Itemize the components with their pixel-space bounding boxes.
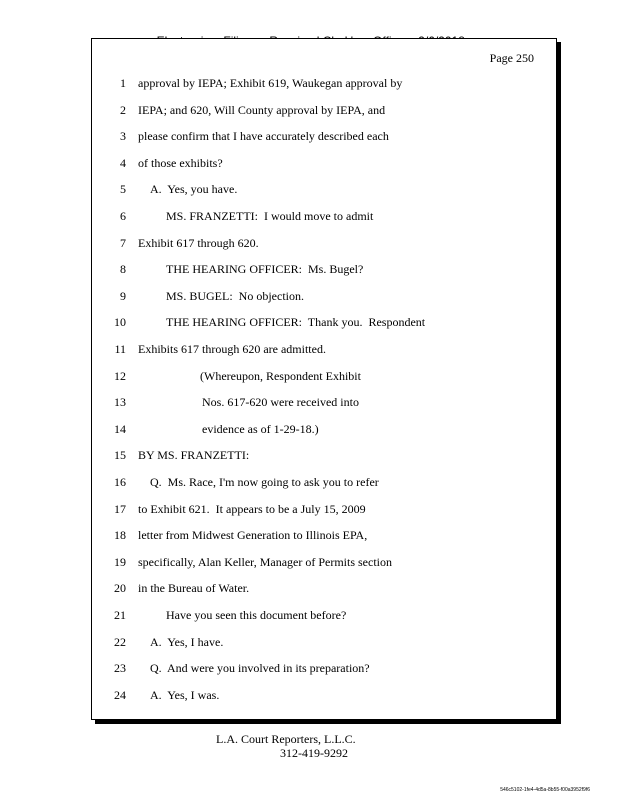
line-text: (Whereupon, Respondent Exhibit — [200, 368, 361, 383]
line-text: Exhibits 617 through 620 are admitted. — [138, 342, 326, 356]
transcript-line — [92, 314, 556, 330]
page-number: Page 250 — [489, 51, 534, 65]
reporter-phone: 312-419-9292 — [280, 746, 348, 760]
line-number: 10 — [114, 315, 126, 330]
transcript-line — [92, 394, 556, 410]
transcript-line — [92, 261, 556, 277]
transcript-line — [92, 447, 556, 463]
line-text: A. Yes, you have. — [150, 182, 238, 197]
line-number: 1 — [120, 76, 126, 90]
line-text: Q. Ms. Race, I'm now going to ask you to refer — [150, 475, 379, 489]
line-number: 23 — [114, 661, 126, 676]
transcript-line — [92, 288, 556, 304]
transcript-line — [92, 75, 556, 91]
line-number: 6 — [120, 209, 126, 223]
document-id: 546c5102-1fe4-4d5a-8b55-f00a3952f9f6 — [500, 787, 590, 793]
line-number: 11 — [114, 342, 126, 356]
line-number: 5 — [120, 182, 126, 197]
line-text: of those exhibits? — [138, 155, 223, 170]
line-number: 13 — [114, 395, 126, 410]
line-text: Q. And were you involved in its preparation? — [150, 661, 370, 676]
transcript-line — [92, 634, 556, 650]
transcript-line — [92, 607, 556, 623]
line-text: to Exhibit 621. It appears to be a July 15, 2009 — [138, 501, 366, 516]
transcript-line — [92, 181, 556, 197]
line-number: 12 — [114, 368, 126, 383]
reporter-company: L.A. Court Reporters, L.L.C. — [216, 732, 356, 746]
line-number: 4 — [120, 155, 126, 170]
line-number: 19 — [114, 554, 126, 569]
line-number: 17 — [114, 501, 126, 516]
line-text: A. Yes, I was. — [150, 687, 220, 702]
line-number: 24 — [114, 687, 126, 702]
line-number: 14 — [114, 421, 126, 436]
transcript-line — [92, 128, 556, 144]
line-text: THE HEARING OFFICER: Thank you. Respondent — [166, 315, 426, 330]
line-number: 16 — [114, 475, 126, 489]
line-text: Exhibit 617 through 620. — [138, 235, 259, 250]
transcript-line — [92, 501, 556, 517]
line-text: Nos. 617-620 were received into — [202, 395, 359, 410]
line-text: A. Yes, I have. — [150, 634, 224, 649]
line-number: 22 — [114, 634, 126, 649]
line-number: 8 — [120, 262, 126, 277]
transcript-line — [92, 102, 556, 118]
line-number: 20 — [114, 581, 126, 596]
transcript-line — [92, 235, 556, 251]
transcript-line — [92, 660, 556, 676]
transcript-line — [92, 368, 556, 384]
transcript-line — [92, 208, 556, 224]
transcript-line — [92, 474, 556, 490]
line-number: 18 — [114, 528, 126, 543]
line-text: approval by IEPA; Exhibit 619, Waukegan approval by — [138, 76, 403, 90]
line-text: please confirm that I have accurately described each — [138, 129, 389, 144]
transcript-line — [92, 421, 556, 437]
line-text: MS. BUGEL: No objection. — [166, 288, 304, 303]
line-text: letter from Midwest Generation to Illinois EPA, — [138, 528, 368, 543]
line-text: specifically, Alan Keller, Manager of Permits section — [138, 554, 392, 569]
transcript-line — [92, 341, 556, 357]
line-number: 3 — [120, 129, 126, 144]
line-text: BY MS. FRANZETTI: — [138, 448, 250, 463]
transcript-page — [91, 38, 557, 720]
transcript-line — [92, 527, 556, 543]
transcript-line — [92, 687, 556, 703]
line-number: 2 — [120, 102, 126, 117]
transcript-line — [92, 580, 556, 596]
line-text: Have you seen this document before? — [166, 608, 347, 622]
line-number: 21 — [114, 608, 126, 622]
transcript-line — [92, 554, 556, 570]
line-number: 9 — [120, 288, 126, 303]
line-text: THE HEARING OFFICER: Ms. Bugel? — [166, 262, 364, 277]
line-text: MS. FRANZETTI: I would move to admit — [166, 209, 374, 223]
line-number: 7 — [120, 235, 126, 250]
line-text: in the Bureau of Water. — [138, 581, 250, 596]
line-text: evidence as of 1-29-18.) — [202, 421, 319, 436]
transcript-line — [92, 155, 556, 171]
line-text: IEPA; and 620, Will County approval by IEPA, and — [138, 102, 386, 117]
line-number: 15 — [114, 448, 126, 463]
